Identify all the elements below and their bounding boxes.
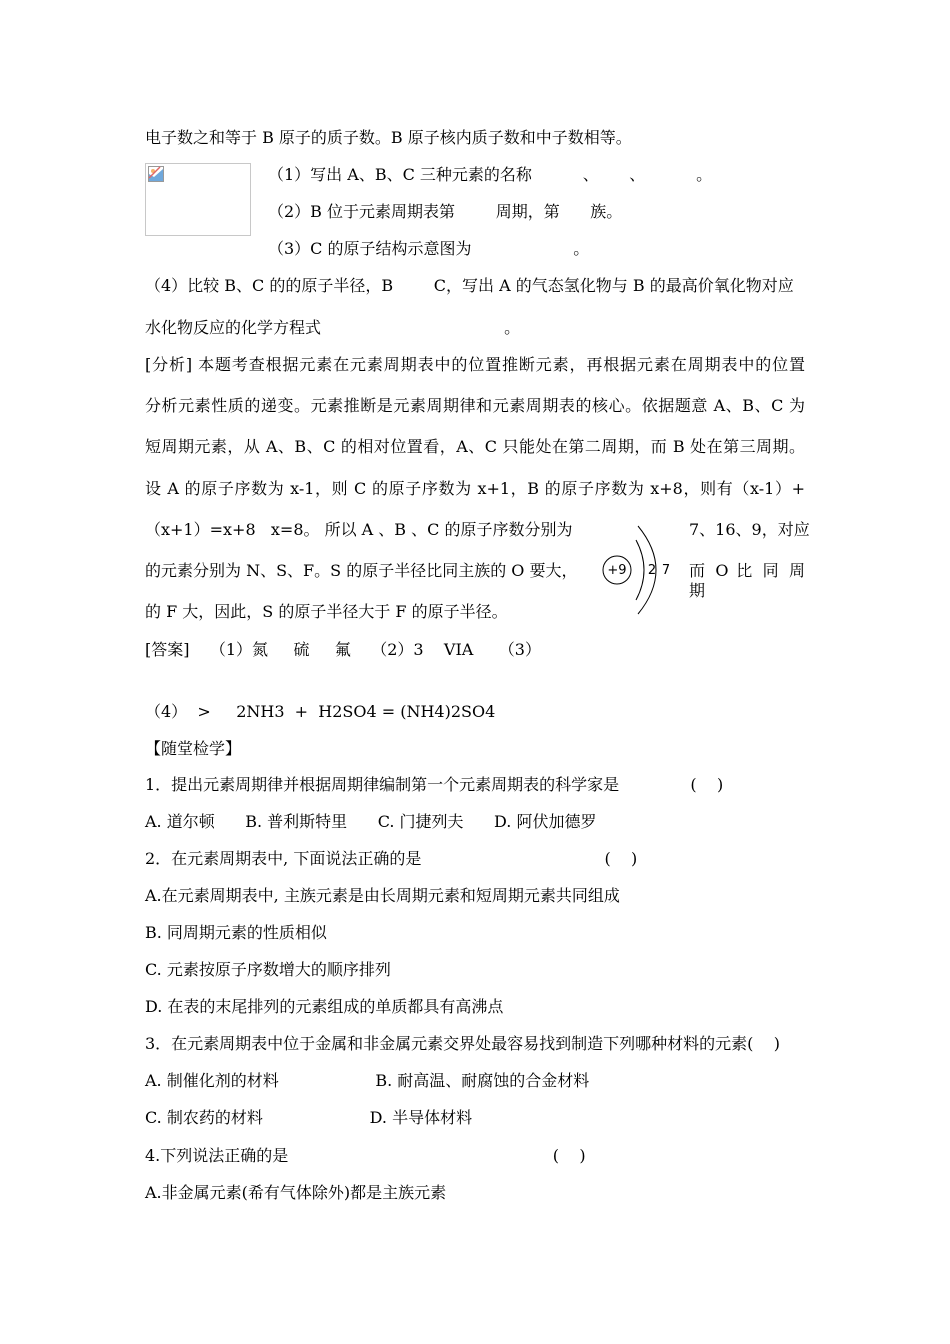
analysis-line: 的元素分别为 N、S、F。S 的原子半径比同主族的 O 要大，: [145, 561, 578, 580]
nucleus-charge: +9: [607, 563, 627, 578]
analysis-line: （x+1）=x+8 x=8。 所以 A 、B 、C 的原子序数分别为: [145, 520, 573, 539]
analysis-line: 7、16、9，对应: [689, 520, 810, 539]
question-4: （4）比较 B、C 的的原子半径，B C，写出 A 的气态氢化物与 B 的最高价氧化物对应: [145, 276, 794, 295]
question-3: （3）C 的原子结构示意图为 。: [268, 239, 590, 258]
analysis-line: [分析] 本题考查根据元素在元素周期表中的位置推断元素，再根据元素在周期表中的位置: [145, 355, 805, 374]
problem-3: 3．在元素周期表中位于金属和非金属元素交界处最容易找到制造下列哪种材料的元素( ): [145, 1034, 781, 1053]
problem-2: 2．在元素周期表中, 下面说法正确的是 ( ): [145, 849, 638, 868]
answer-line: [答案] （1）氮 硫 氟 （2）3 VIA （3）: [145, 640, 541, 659]
analysis-line: 而 O 比 同 周 期: [689, 561, 805, 600]
problem-4-option-a: A.非金属元素(希有气体除外)都是主族元素: [145, 1183, 447, 1202]
shell-2-electrons: 7: [661, 563, 671, 578]
analysis-line: 设 A 的原子序数为 x-1，则 C 的原子序数为 x+1，B 的原子序数为 x+8，则有（x-1）+: [145, 479, 805, 498]
problem-2-option-a: A.在元素周期表中, 主族元素是由长周期元素和短周期元素共同组成: [145, 886, 620, 905]
problem-3-options-ab: A. 制催化剂的材料 B. 耐高温、耐腐蚀的合金材料: [145, 1071, 590, 1090]
atomic-structure-diagram: [598, 522, 678, 618]
broken-image-icon: [148, 166, 164, 182]
problem-2-option-b: B. 同周期元素的性质相似: [145, 923, 327, 942]
image-placeholder: [145, 163, 251, 236]
problem-2-option-d: D. 在表的末尾排列的元素组成的单质都具有高沸点: [145, 997, 504, 1016]
answer-line-4: （4） > 2NH3 + H2SO4 = (NH4)2SO4: [145, 702, 496, 721]
shell-1-electrons: 2: [647, 563, 657, 578]
analysis-line: 分析元素性质的递变。元素推断是元素周期律和元素周期表的核心。依据题意 A、B、C 为: [145, 396, 805, 415]
question-4-cont: 水化物反应的化学方程式 。: [145, 318, 521, 337]
problem-1: 1．提出元素周期律并根据周期律编制第一个元素周期表的科学家是 ( ): [145, 775, 724, 794]
analysis-line: 的 F 大，因此，S 的原子半径大于 F 的原子半径。: [145, 602, 508, 621]
problem-4: 4.下列说法正确的是 ( ): [145, 1146, 586, 1165]
question-2: （2）B 位于元素周期表第 周期，第 族。: [268, 202, 623, 221]
problem-1-options: A. 道尔顿 B. 普利斯特里 C. 门捷列夫 D. 阿伏加德罗: [145, 812, 597, 831]
text-line: 电子数之和等于 B 原子的质子数。B 原子核内质子数和中子数相等。: [145, 128, 632, 147]
problem-3-options-cd: C. 制农药的材料 D. 半导体材料: [145, 1108, 473, 1127]
analysis-line: 短周期元素，从 A、B、C 的相对位置看，A、C 只能处在第二周期，而 B 处在第三周期。: [145, 437, 805, 456]
question-1: （1）写出 A、B、C 三种元素的名称 、 、 。: [268, 165, 713, 184]
problem-2-option-c: C. 元素按原子序数增大的顺序排列: [145, 960, 391, 979]
section-heading: 【随堂检学】: [145, 739, 242, 758]
